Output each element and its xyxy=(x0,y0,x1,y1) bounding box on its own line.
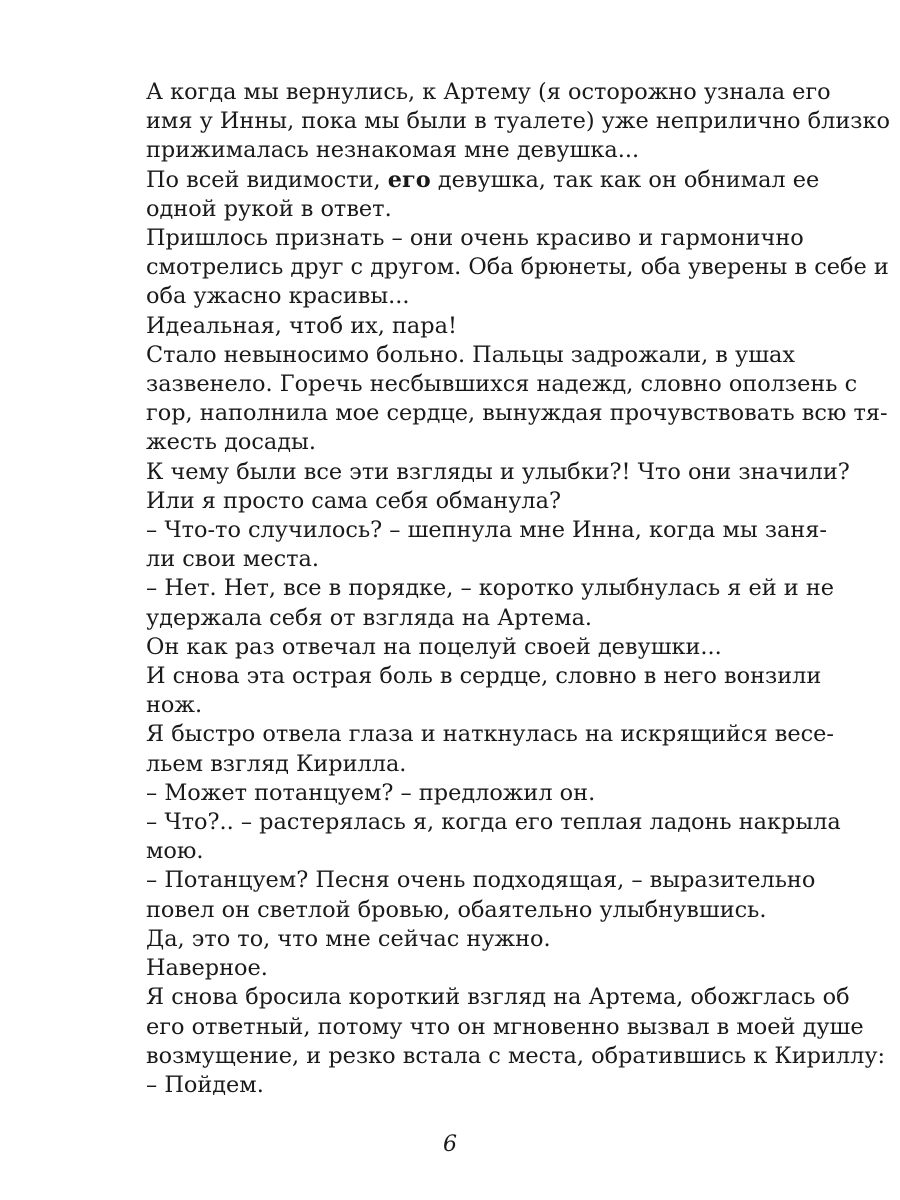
paragraph xyxy=(110,224,889,312)
paragraph xyxy=(110,1071,750,1100)
paragraph xyxy=(110,166,820,224)
paragraph xyxy=(110,312,750,341)
text-line: зазвенело. Горечь несбывшихся надежд, словно оползень с xyxy=(146,371,858,398)
paragraph xyxy=(110,954,750,983)
text-line: – Пойдем. xyxy=(146,1071,264,1098)
paragraph xyxy=(110,458,850,487)
text-line: – Потанцуем? Песня очень подходящая, – выразительно xyxy=(146,867,816,894)
text-line: – Может потанцуем? – предложил он. xyxy=(146,779,596,806)
text-line: мою. xyxy=(146,838,204,865)
paragraph xyxy=(110,516,828,574)
text-line: его ответный, потому что он мгновенно вызвал в моей душе xyxy=(146,1013,864,1040)
text-line: – Что-то случилось? – шепнула мне Инна, когда мы заня- xyxy=(146,517,828,544)
text-line: К чему были все эти взгляды и улыбки?! Что они значили? xyxy=(146,458,850,485)
text-line: Я быстро отвела глаза и наткнулась на искрящийся весе- xyxy=(146,721,834,748)
text-line: Наверное. xyxy=(146,955,268,982)
text-line: гор, наполнила мое сердце, вынуждая прочувствовать всю тя- xyxy=(146,400,888,427)
text-line: жесть досады. xyxy=(146,429,316,456)
text-line: смотрелись друг с другом. Оба брюнеты, оба уверены в себе и xyxy=(146,254,889,281)
paragraph xyxy=(110,633,750,662)
paragraph xyxy=(110,866,816,924)
paragraph xyxy=(110,983,886,1071)
text-line: – Нет. Нет, все в порядке, – коротко улыбнулась я ей и не xyxy=(146,575,835,602)
text-line: нож. xyxy=(146,692,203,719)
text-line: удержала себя от взгляда на Артема. xyxy=(146,604,593,631)
body-text xyxy=(110,78,890,1100)
paragraph xyxy=(110,78,890,166)
paragraph xyxy=(110,341,888,458)
text-line: Он как раз отвечал на поцелуй своей девушки... xyxy=(146,633,722,660)
text-line xyxy=(110,166,820,195)
text-span: По всей видимости, xyxy=(146,166,388,193)
text-line: возмущение, и резко встала с места, обратившись к Кириллу: xyxy=(146,1042,886,1069)
text-line: имя у Инны, пока мы были в туалете) уже неприлично близко xyxy=(146,108,890,135)
text-span: девушка, так как он обнимал ее xyxy=(430,166,820,193)
text-line: льем взгляд Кирилла. xyxy=(146,750,407,777)
paragraph xyxy=(110,720,834,778)
text-line: Стало невыносимо больно. Пальцы задрожали, в ушах xyxy=(146,341,795,368)
text-line: Идеальная, чтоб их, пара! xyxy=(146,312,457,339)
text-line: оба ужасно красивы... xyxy=(146,283,410,310)
text-line: А когда мы вернулись, к Артему (я осторожно узнала его xyxy=(146,79,831,105)
page-number: 6 xyxy=(443,1132,457,1157)
text-line: Я снова бросила короткий взгляд на Артема, обожглась об xyxy=(146,984,850,1011)
emphasis-word: его xyxy=(387,166,431,193)
paragraph xyxy=(110,574,835,632)
paragraph xyxy=(110,779,750,808)
text-line: одной рукой в ответ. xyxy=(146,195,392,222)
paragraph xyxy=(110,925,750,954)
text-line: повел он светлой бровью, обаятельно улыбнувшись. xyxy=(146,896,767,923)
text-line: Или я просто сама себя обманула? xyxy=(146,487,561,514)
text-line: – Что?.. – растерялась я, когда его теплая ладонь накрыла xyxy=(146,809,841,836)
text-line: Пришлось признать – они очень красиво и гармонично xyxy=(146,225,804,252)
paragraph xyxy=(110,808,841,866)
text-line: ли свои места. xyxy=(146,546,319,573)
text-line: И снова эта острая боль в сердце, словно в него вонзили xyxy=(146,663,822,690)
paragraph xyxy=(110,487,750,516)
paragraph xyxy=(110,662,822,720)
text-line: Да, это то, что мне сейчас нужно. xyxy=(146,925,551,952)
text-line: прижималась незнакомая мне девушка... xyxy=(146,137,640,164)
